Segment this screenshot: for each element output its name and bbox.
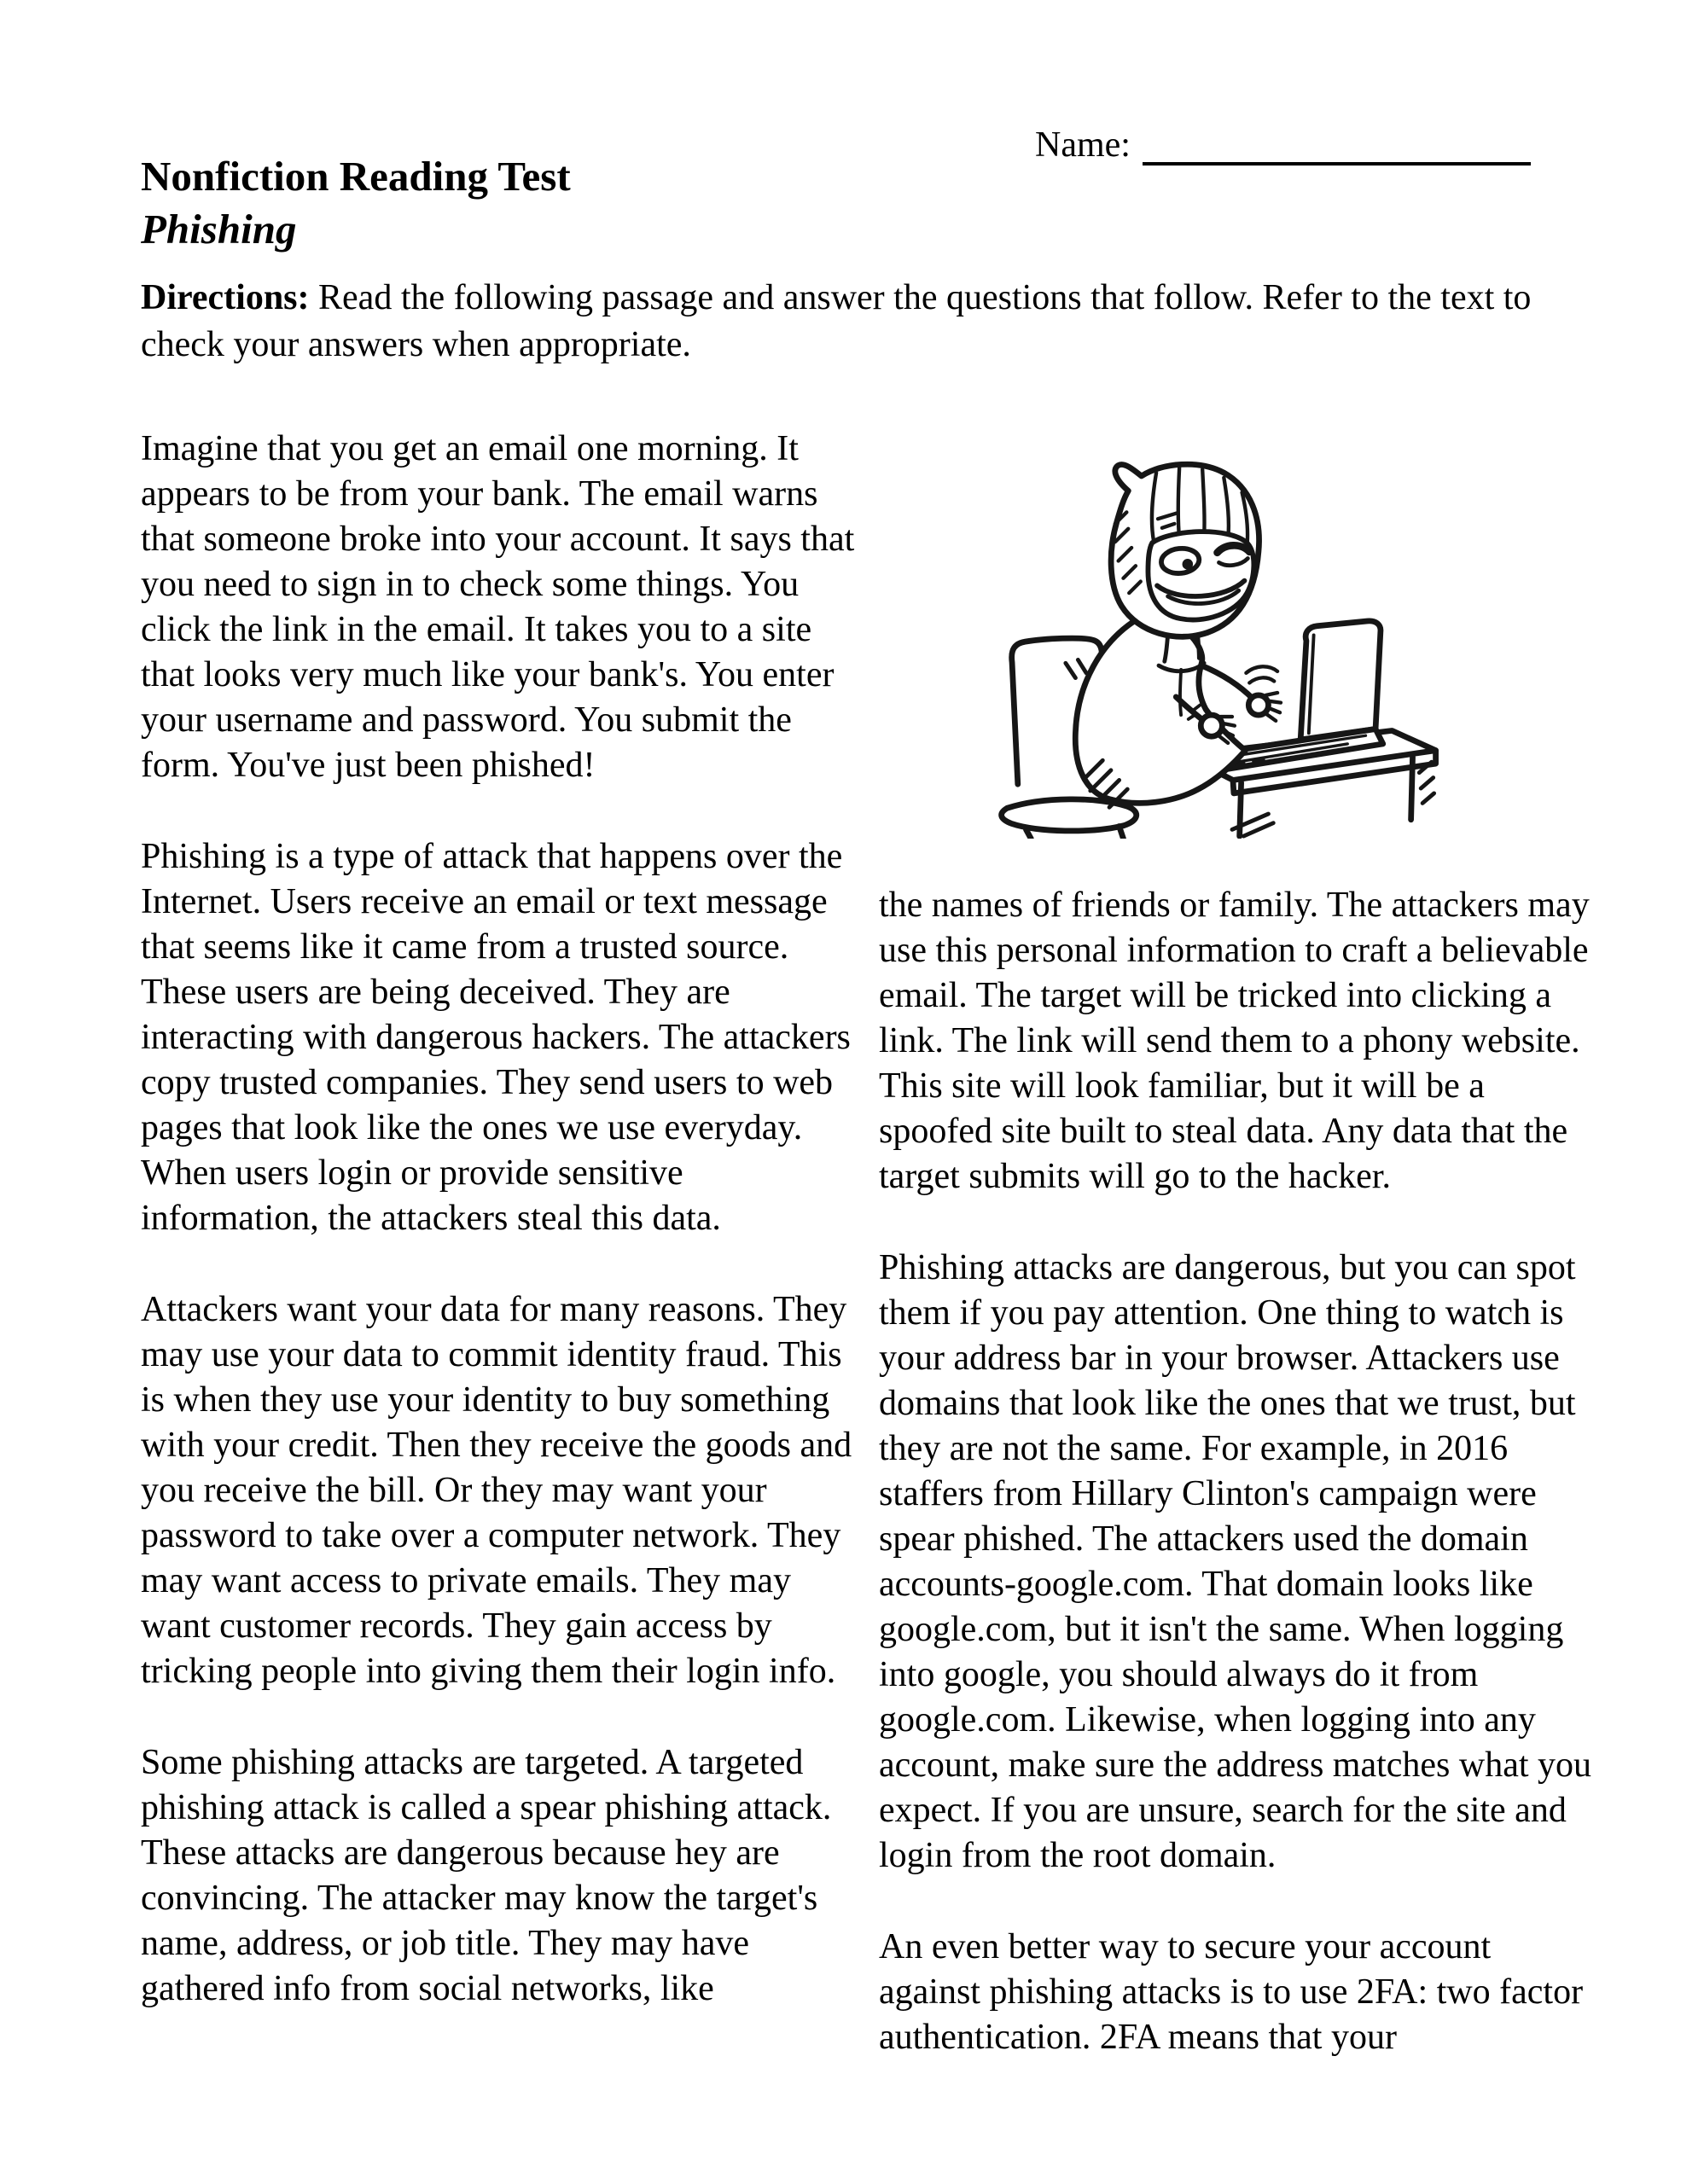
page-subtitle: Phishing [141,206,297,253]
hacker-illustration [960,427,1455,839]
name-blank-line [1143,126,1531,166]
paragraph: Imagine that you get an email one morning. It appears to be from your bank. The email warns that someone broke into your account. It says that you need to sign in to check some things. You click the link in the email. It takes you to a site that looks very much like your bank's. You enter your username and password. You submit the form. You've just been phished! [141,429,855,785]
right-column [879,427,1596,2106]
directions-label: Directions: [141,278,310,317]
page-header [141,150,571,256]
directions [141,275,1585,369]
paragraph: Attackers want your data for many reasons. They may use your data to commit identity fraud. This is when they use your identity to buy something with your credit. Then they receive the goods and you receive the bill. Or they may want your password to take over a computer network. They may want access to private emails. They may want customer records. They gain access by tricking people into giving them their login info. [141,1290,852,1691]
paragraph: Phishing is a type of attack that happens over the Internet. Users receive an email or text message that seems like it came from a trusted source. These users are being deceived. They are interacting with dangerous hackers. The attackers copy trusted companies. They send users to web pages that look like the ones we use everyday. When users login or provide sensitive information, the attackers steal this data. [141,837,851,1238]
page-title: Nonfiction Reading Test [141,153,571,200]
paragraph: the names of friends or family. The attackers may use this personal information to craft a believable email. The target will be tricked into clicking a link. The link will send them to a phony website. This site will look familiar, but it will be a spoofed site built to steal data. Any data that the target submits will go to the hacker. [879,886,1590,1196]
name-field [1035,125,1547,166]
paragraph: Some phishing attacks are targeted. A targeted phishing attack is called a spear phishing attack. These attacks are dangerous because hey are convincing. The attacker may know the target's name, address, or job title. They may have gathered info from social networks, like [141,1743,832,2008]
paragraph: An even better way to secure your account against phishing attacks is to use 2FA: two factor authentication. 2FA means that your [879,1927,1584,2057]
paragraph: Phishing attacks are dangerous, but you can spot them if you pay attention. One thing to watch is your address bar in your browser. Attackers use domains that look like the ones that we trust, but they are not the same. For example, in 2016 staffers from Hillary Clinton's campaign were spear phished. The attackers used the domain accounts-google.com. That domain looks like google.com, but it isn't the same. When logging into google, you should always do it from google.com. Likewise, when logging into any account, make sure the address matches what you expect. If you are unsure, search for the site and login from the root domain. [879,1248,1592,1875]
passage-columns [141,427,1596,2106]
name-label: Name: [1035,125,1131,165]
directions-text: Read the following passage and answer the questions that follow. Refer to the text to check your answers when appropriate. [141,278,1532,364]
left-column [141,427,858,2106]
